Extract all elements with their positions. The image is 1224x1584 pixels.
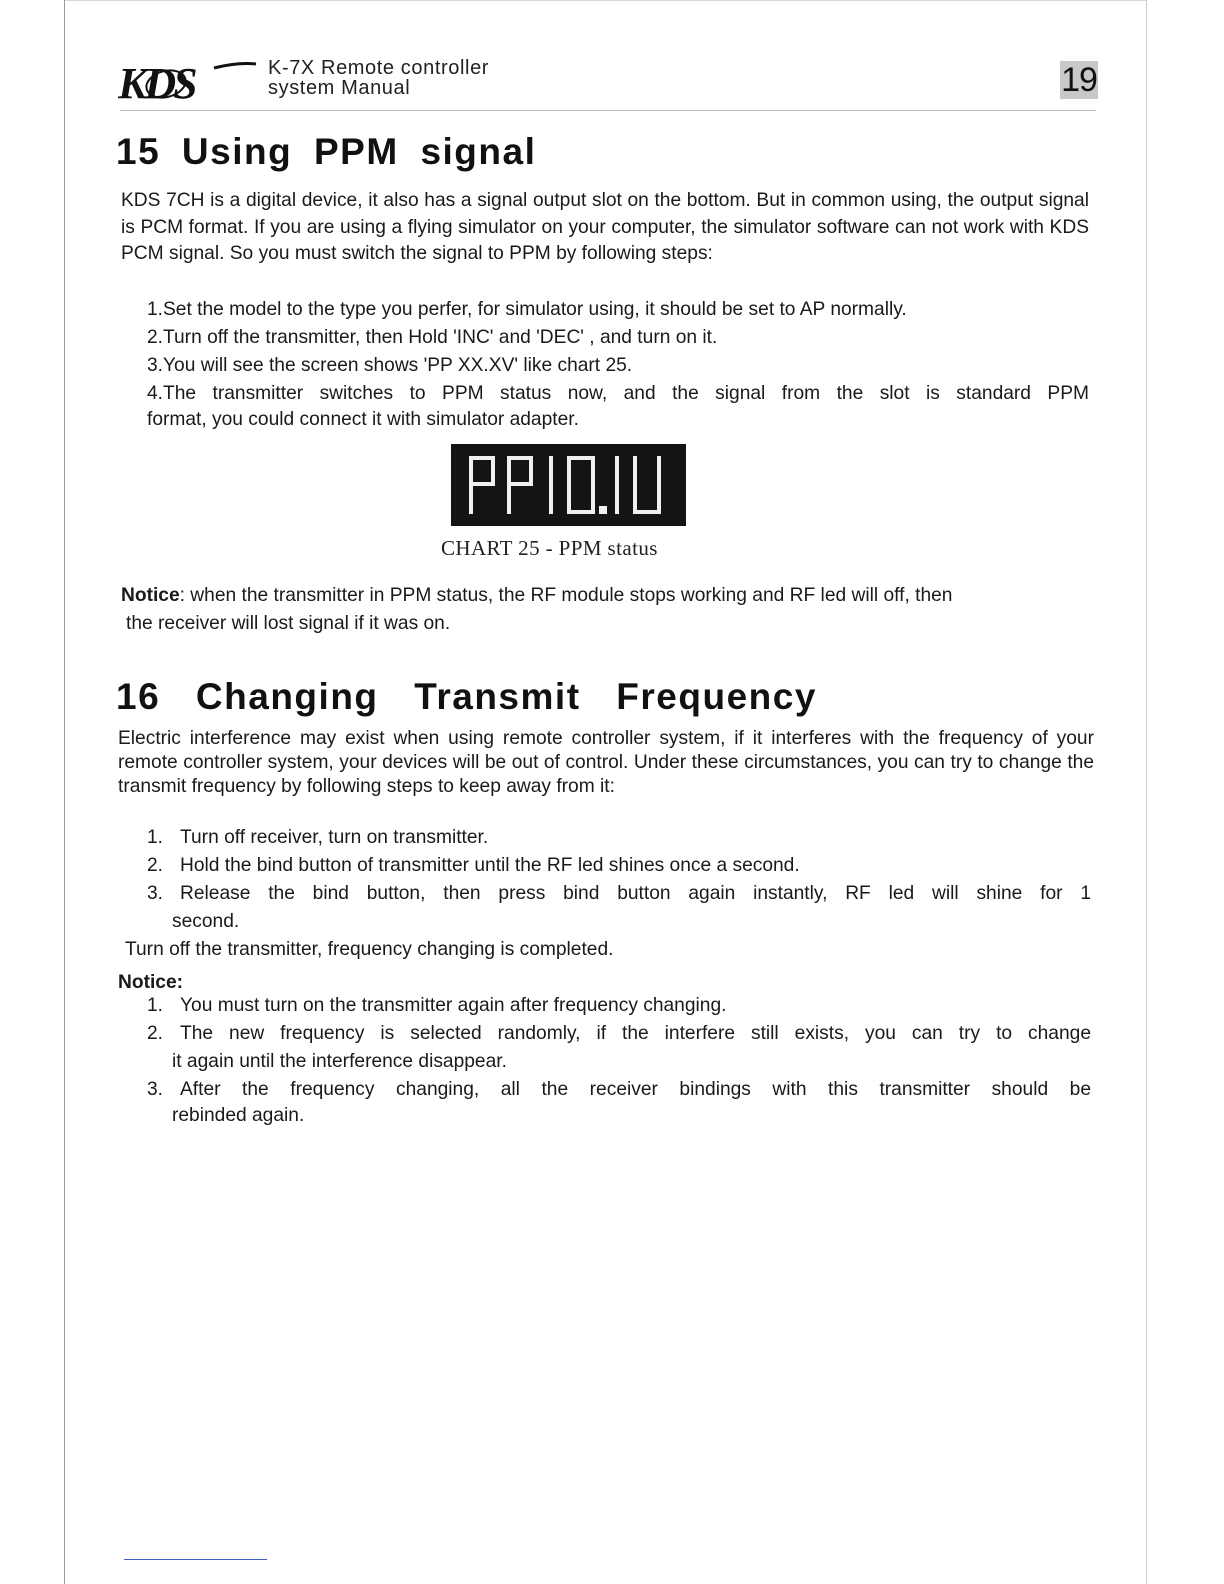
section-16-conclusion: Turn off the transmitter, frequency changing is completed. [125, 939, 614, 960]
manual-title [268, 58, 489, 98]
notice-label: Notice [121, 585, 180, 606]
section-16-step-2: 2. Hold the bind button of transmitter until the RF led shines once a second. [147, 855, 800, 876]
notice-text: : when the transmitter in PPM status, the RF module stops working and RF led will off, then [179, 585, 953, 606]
section-15-step-3: 3.You will see the screen shows 'PP XX.XV' like chart 25. [147, 355, 633, 376]
section-16-step-3: 3. Release the bind button, then press bind button again instantly, RF led will shine for 1 [147, 883, 1091, 904]
kds-logo [118, 58, 258, 104]
section-15-step-1: 1.Set the model to the type you perfer, for simulator using, it should be set to AP normally. [147, 299, 907, 320]
section-15-notice-line2: the receiver will lost signal if it was on. [126, 613, 451, 634]
manual-title-line2: system Manual [268, 77, 411, 99]
section-16-notice-2: 2. The new frequency is selected randomly, if the interfere still exists, you can try to change [147, 1023, 1091, 1044]
section-15-notice-line1 [121, 583, 952, 609]
section-16-notice-3: 3. After the frequency changing, all the receiver bindings with this transmitter should be [147, 1079, 1091, 1100]
section-16-notice-1: 1. You must turn on the transmitter again after frequency changing. [147, 995, 727, 1016]
section-15-step-4: 4.The transmitter switches to PPM status now, and the signal from the slot is standard PPM [147, 383, 1089, 404]
header-rule [120, 110, 1096, 111]
chart-caption: CHART 25 - PPM status [441, 536, 658, 560]
ppm-status-lcd [451, 444, 686, 526]
section-16-step-3-cont: second. [172, 911, 240, 932]
page-border-left [64, 0, 65, 1584]
section-15-intro: KDS 7CH is a digital device, it also has a signal output slot on the bottom. But in common using, the output signal is PCM format. If you are using a flying simulator on your computer, the simulator software can not work with KDS PCM signal. So you must switch the signal to PPM by following steps: [121, 190, 1089, 264]
lcd-segment-display [451, 444, 686, 526]
section-16-notice-label: Notice: [118, 972, 184, 993]
section-16-notice-3-cont: rebinded again. [172, 1105, 305, 1126]
footnote-rule [124, 1559, 267, 1560]
section-16-notice-2-cont: it again until the interference disappear. [172, 1051, 507, 1072]
page-header [118, 56, 1098, 112]
section-16-title: 16 Changing Transmit Frequency [116, 676, 817, 717]
section-16-intro: Electric interference may exist when using remote controller system, if it interferes with the frequency of your remote controller system, your devices will be out of control. Under these circumstances, you can try to change the transmit frequency by following steps to keep away from it: [118, 728, 1094, 797]
section-16-step-1: 1. Turn off receiver, turn on transmitter. [147, 827, 489, 848]
section-15-title: 15 Using PPM signal [116, 131, 537, 172]
section-15-step-4-cont: format, you could connect it with simulator adapter. [147, 409, 579, 430]
section-15-step-2: 2.Turn off the transmitter, then Hold 'INC' and 'DEC' , and turn on it. [147, 327, 718, 348]
svg-text:KDS: KDS [118, 59, 195, 104]
page-border-top [64, 0, 1147, 1]
page-number: 19 [1061, 61, 1097, 99]
manual-title-line1: K-7X Remote controller [268, 57, 490, 79]
page-border-right [1146, 0, 1147, 1584]
